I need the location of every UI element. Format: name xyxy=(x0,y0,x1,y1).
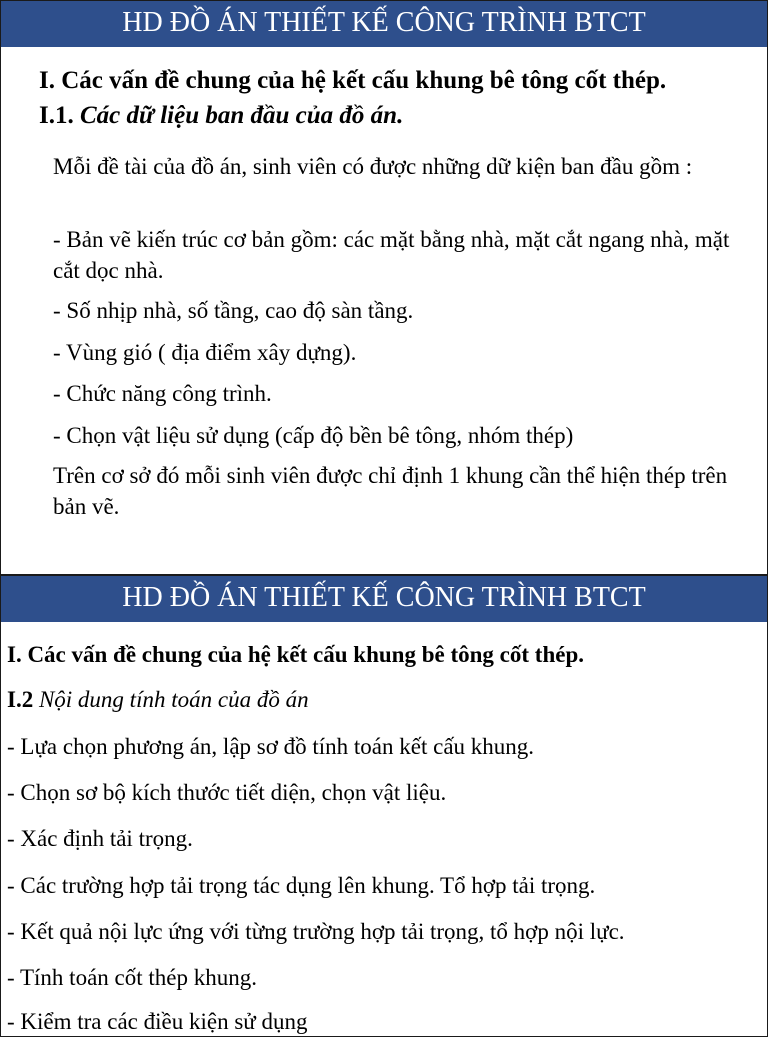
slide-1-item: - Vùng gió ( địa điểm xây dựng). xyxy=(53,340,357,365)
slide-1-section-title: I. Các vấn đề chung của hệ kết cấu khung bê tông cốt thép. xyxy=(39,67,667,94)
slide-1-item: - Bản vẽ kiến trúc cơ bản gồm: các mặt bằng nhà, mặt cắt ngang nhà, mặt cắt dọc nhà. xyxy=(53,227,730,283)
slide-2-item: - Tính toán cốt thép khung. xyxy=(7,965,257,990)
slide-2-item: - Xác định tải trọng. xyxy=(7,826,193,851)
slide-2 xyxy=(0,575,768,1037)
slide-1-item: - Số nhịp nhà, số tầng, cao độ sàn tầng. xyxy=(53,298,414,323)
slide-2-item: - Lựa chọn phương án, lập sơ đồ tính toán kết cấu khung. xyxy=(7,734,535,759)
slide-1-subsection xyxy=(39,102,403,130)
slide-1-item: - Chức năng công trình. xyxy=(53,381,272,406)
slide-1-intro: Mỗi đề tài của đồ án, sinh viên có được những dữ kiện ban đầu gồm : xyxy=(53,154,693,179)
slide-2-item: - Các trường hợp tải trọng tác dụng lên khung. Tổ hợp tải trọng. xyxy=(7,873,596,898)
slide-1-subsection-title: Các dữ liệu ban đầu của đồ án. xyxy=(79,102,404,129)
slide-2-item: - Kết quả nội lực ứng với từng trường hợp tải trọng, tổ hợp nội lực. xyxy=(7,919,625,944)
slide-2-header: HD ĐỒ ÁN THIẾT KẾ CÔNG TRÌNH BTCT xyxy=(1,576,767,622)
slide-2-item: - Chọn sơ bộ kích thước tiết diện, chọn vật liệu. xyxy=(7,780,447,805)
slide-2-subsection xyxy=(7,687,309,713)
slide-1-header: HD ĐỒ ÁN THIẾT KẾ CÔNG TRÌNH BTCT xyxy=(1,1,767,47)
slide-1-conclusion: Trên cơ sở đó mỗi sinh viên được chỉ định 1 khung cần thể hiện thép trên bản vẽ. xyxy=(53,463,728,519)
slide-1-subsection-number: I.1. xyxy=(39,102,74,129)
slide-2-item: - Kiểm tra các điều kiện sử dụng xyxy=(7,1009,308,1034)
slide-2-subsection-number: I.2 xyxy=(7,687,34,712)
slide-2-section-title: I. Các vấn đề chung của hệ kết cấu khung bê tông cốt thép. xyxy=(7,642,584,667)
slide-1-item: - Chọn vật liệu sử dụng (cấp độ bền bê tông, nhóm thép) xyxy=(53,423,574,448)
slide-2-subsection-title: Nội dung tính toán của đồ án xyxy=(38,687,309,712)
